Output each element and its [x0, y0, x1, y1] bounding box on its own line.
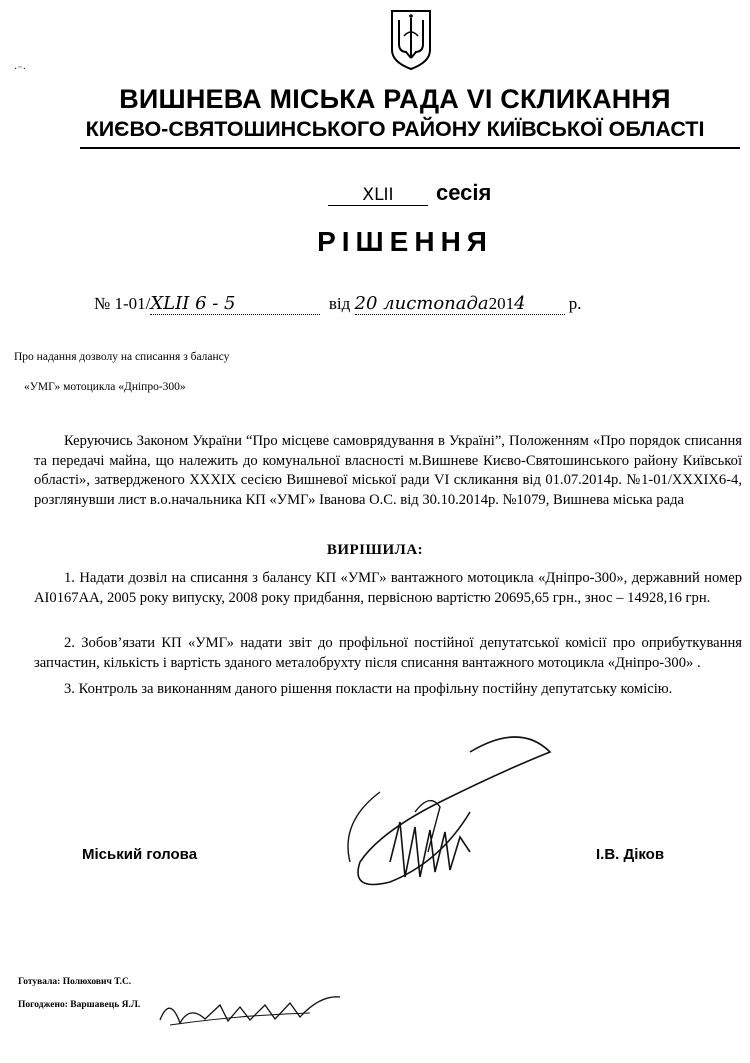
decided-heading: ВИРІШИЛА:	[326, 542, 424, 558]
document-number-line	[94, 293, 582, 315]
mayor-name: І.В. Діков	[596, 846, 665, 863]
subject-line-2: «УМГ» мотоцикла «Дніпро-300»	[24, 381, 186, 393]
council-district: КИЄВО-СВЯТОШИНСЬКОГО РАЙОНУ КИЇВСЬКОЇ ОБЛАСТІ	[85, 117, 705, 141]
year-printed: 201	[488, 294, 515, 313]
decision-item-3	[34, 680, 742, 700]
subject-line-1: Про надання дозволу на списання з балансу	[14, 351, 230, 363]
prepared-by: Готувала: Полюхович Т.С.	[18, 977, 132, 987]
number-prefix: № 1-01/	[94, 294, 151, 313]
approver-signature-icon	[150, 985, 350, 1035]
session-label: сесія	[436, 180, 492, 205]
decision-date: 20 листопада	[354, 293, 489, 314]
scan-mark: ·⁻·	[14, 64, 26, 75]
agreed-by: Погоджено: Варшавець Я.Л.	[18, 1000, 141, 1010]
year-suffix: р.	[568, 294, 582, 313]
preamble	[34, 432, 742, 510]
preamble-text: Керуючись Законом України “Про місцеве самоврядування в Україні”, Положенням «Про порядок списання та передачі майна, що належить до комунальної власності м.Вишневе Києво-Святошинського району Київської області», затвердженого XXXIX сесією Вишневої міської ради VI скликання від 01.07.2014р. №1-01/XXXIX6-4, розглянувши лист в.о.начальника КП «УМГ» Іванова О.С. від 30.10.2014р. №1079, Вишнева міська рада	[34, 433, 742, 508]
coat-of-arms-icon	[388, 8, 434, 72]
decision-item-2	[34, 634, 742, 673]
decision-number: XLII 6 - 5	[150, 293, 320, 315]
mayor-signature-icon	[320, 712, 560, 912]
year-handwritten: 4	[514, 293, 526, 314]
header-divider	[80, 147, 740, 149]
decision-item-1	[34, 569, 742, 608]
date-prefix: від	[328, 294, 351, 313]
council-name: ВИШНЕВА МІСЬКА РАДА VI СКЛИКАННЯ	[119, 84, 671, 114]
session-line	[328, 180, 491, 206]
mayor-position: Міський голова	[82, 846, 198, 863]
session-number: XLII	[328, 185, 428, 206]
decision-item-text: 1. Надати дозвіл на списання з балансу КП «УМГ» вантажного мотоцикла «Дніпро-300», державний номер АІ0167АА, 2005 року випуску, 2008 року придбання, первісною вартістю 20695,65 грн., знос – 14928,16 грн.	[34, 570, 742, 606]
document-title: РІШЕННЯ	[317, 226, 493, 257]
decision-item-text: 3. Контроль за виконанням даного рішення покласти на профільну постійну депутатську комісію.	[64, 681, 673, 697]
decision-item-text: 2. Зобов’язати КП «УМГ» надати звіт до профільної постійної депутатської комісії про оприбуткування запчастин, кількість і вартість зданого металобрухту після списання вантажного мотоцикла «Дніпро-300» .	[34, 635, 742, 671]
